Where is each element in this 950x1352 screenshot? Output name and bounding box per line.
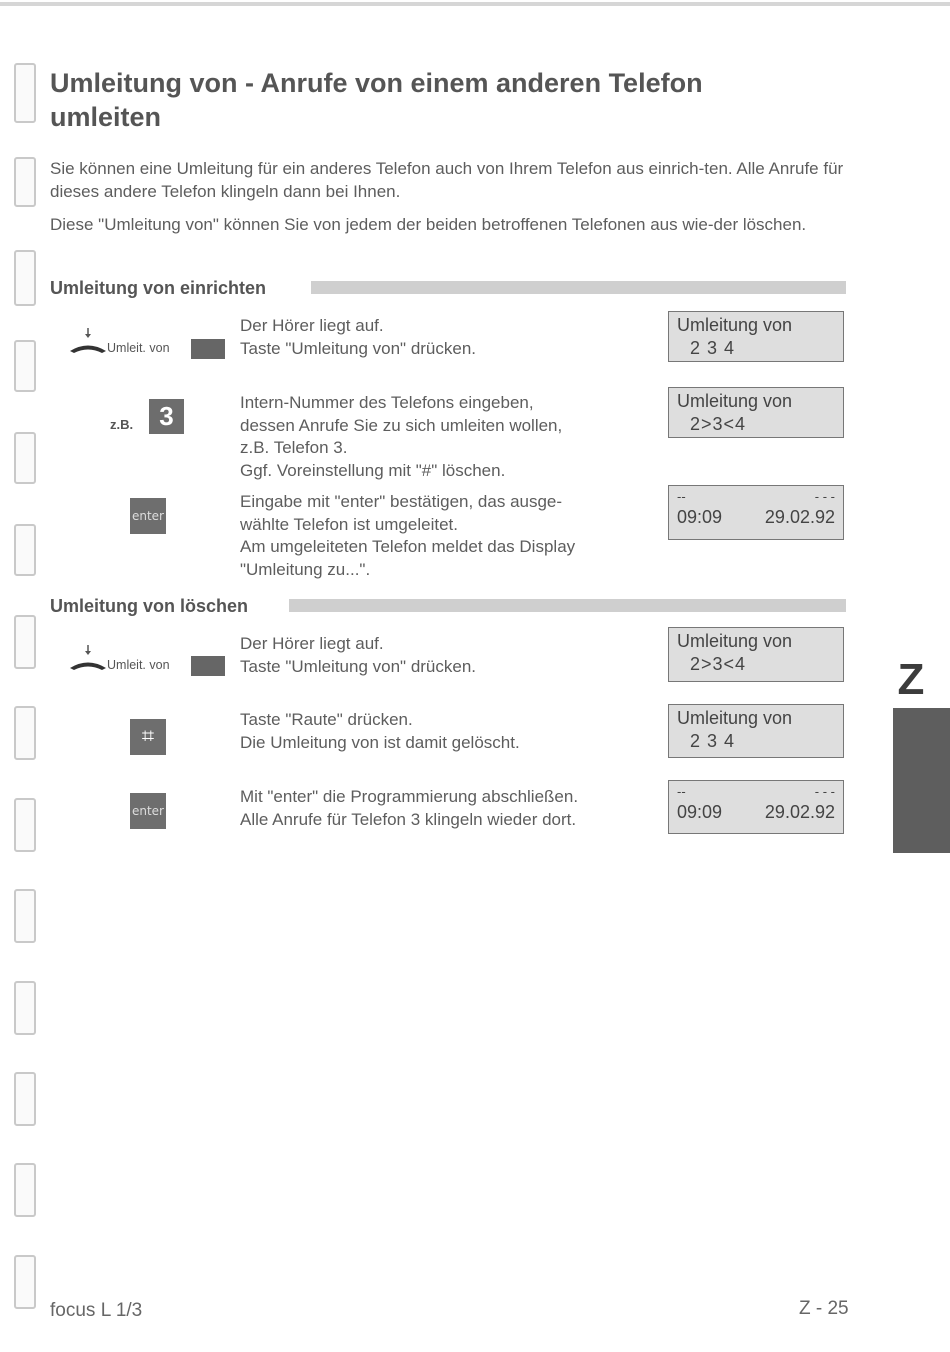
step-line: Alle Anrufe für Telefon 3 klingeln wieder dort. [240,809,577,829]
umleitung-von-key[interactable] [191,656,225,676]
example-prefix: z.B. [110,417,134,432]
display-screen [668,387,844,438]
step-line: Mit "enter" die Programmierung abschließen. [240,787,579,806]
step-line: "Umleitung zu...". [240,559,371,579]
handset-on-hook-icon [68,643,108,677]
step-line: dessen Anrufe Sie zu sich umleiten wollen, [240,415,563,435]
binder-hole [14,63,36,123]
display-dashes-left: -- [677,784,686,799]
section-bar [289,599,846,612]
chapter-tab-letter: Z [897,655,925,704]
display-screen [668,627,844,682]
step-text [240,392,655,482]
step-line: Taste "Umleitung von" drücken. [240,338,477,358]
binder-hole [14,615,36,669]
key-label: Umleit. von [107,658,170,672]
intro-paragraph-2: Diese "Umleitung von" können Sie von jedem der beiden betroffenen Telefonen aus wie-der löschen. [50,215,807,234]
display-line-2: 2>3<4 [690,414,747,434]
display-dashes-right: - - - [814,784,835,799]
display-date: 29.02.92 [764,802,835,822]
step-line: Intern-Nummer des Telefons eingeben, [240,393,534,412]
step-text [240,709,655,754]
section-heading-delete: Umleitung von löschen [50,596,249,616]
binder-hole [14,798,36,852]
chapter-tab [893,708,950,853]
display-time: 09:09 [677,802,723,822]
handset-on-hook-icon [68,326,108,360]
key-label: Umleit. von [107,341,170,355]
step-line: wählte Telefon ist umgeleitet. [240,514,458,534]
step-line: Eingabe mit "enter" bestätigen, das ausge- [240,492,563,511]
display-time: 09:09 [677,507,723,527]
display-date: 29.02.92 [764,507,835,527]
display-line-2: 2 3 4 [690,731,736,751]
digit-3-key[interactable]: 3 [149,399,184,434]
binder-hole [14,889,36,943]
display-screen [668,704,844,758]
display-screen [668,311,844,362]
hash-key[interactable]: ⌗ [130,719,166,755]
display-screen [668,485,844,540]
handset-key-umleitung-von[interactable] [68,326,228,360]
binder-hole [14,524,36,576]
step-line: Der Hörer liegt auf. [240,316,384,335]
display-line-2: 2>3<4 [690,654,747,674]
display-dashes-right: - - - [814,489,835,504]
step-line: Der Hörer liegt auf. [240,634,384,653]
step-text [240,633,655,678]
step-line: Ggf. Voreinstellung mit "#" löschen. [240,460,506,480]
step-text [240,315,655,360]
enter-key[interactable]: enter [130,498,166,534]
display-line-1: Umleitung von [677,391,793,411]
handset-key-umleitung-von[interactable] [68,643,228,677]
page-number: Z - 25 [799,1298,849,1319]
display-line-1: Umleitung von [677,315,793,335]
binder-hole [14,250,36,306]
step-line: Am umgeleiteten Telefon meldet das Display [240,537,576,556]
step-line: Taste "Umleitung von" drücken. [240,656,477,676]
binder-hole [14,1163,36,1217]
footer-product: focus L 1/3 [50,1300,143,1321]
binder-hole [14,157,36,207]
umleitung-von-key[interactable] [191,339,225,359]
step-line: z.B. Telefon 3. [240,438,348,457]
step-line: Taste "Raute" drücken. [240,710,413,729]
step-line: Die Umleitung von ist damit gelöscht. [240,732,520,752]
display-line-2: 2 3 4 [690,338,736,358]
display-screen [668,780,844,834]
binder-hole [14,432,36,484]
binder-hole [14,1072,36,1126]
top-rule [0,2,950,6]
display-line-1: Umleitung von [677,631,793,651]
step-text [240,786,655,831]
binder-hole [14,340,36,392]
binder-hole [14,981,36,1035]
intro-paragraph-1: Sie können eine Umleitung für ein anderes Telefon auch von Ihrem Telefon aus einrich-ten. Alle Anrufe für dieses andere Telefon klingeln dann bei Ihnen. [50,159,844,201]
binder-hole [14,1255,36,1309]
page-title: Umleitung von - Anrufe von einem anderen Telefon umleiten [50,68,703,132]
display-dashes-left: -- [677,489,686,504]
section-bar [311,281,846,294]
step-text [240,491,655,581]
binder-hole [14,706,36,760]
enter-key[interactable]: enter [130,793,166,829]
display-line-1: Umleitung von [677,708,793,728]
section-heading-setup: Umleitung von einrichten [50,278,267,298]
